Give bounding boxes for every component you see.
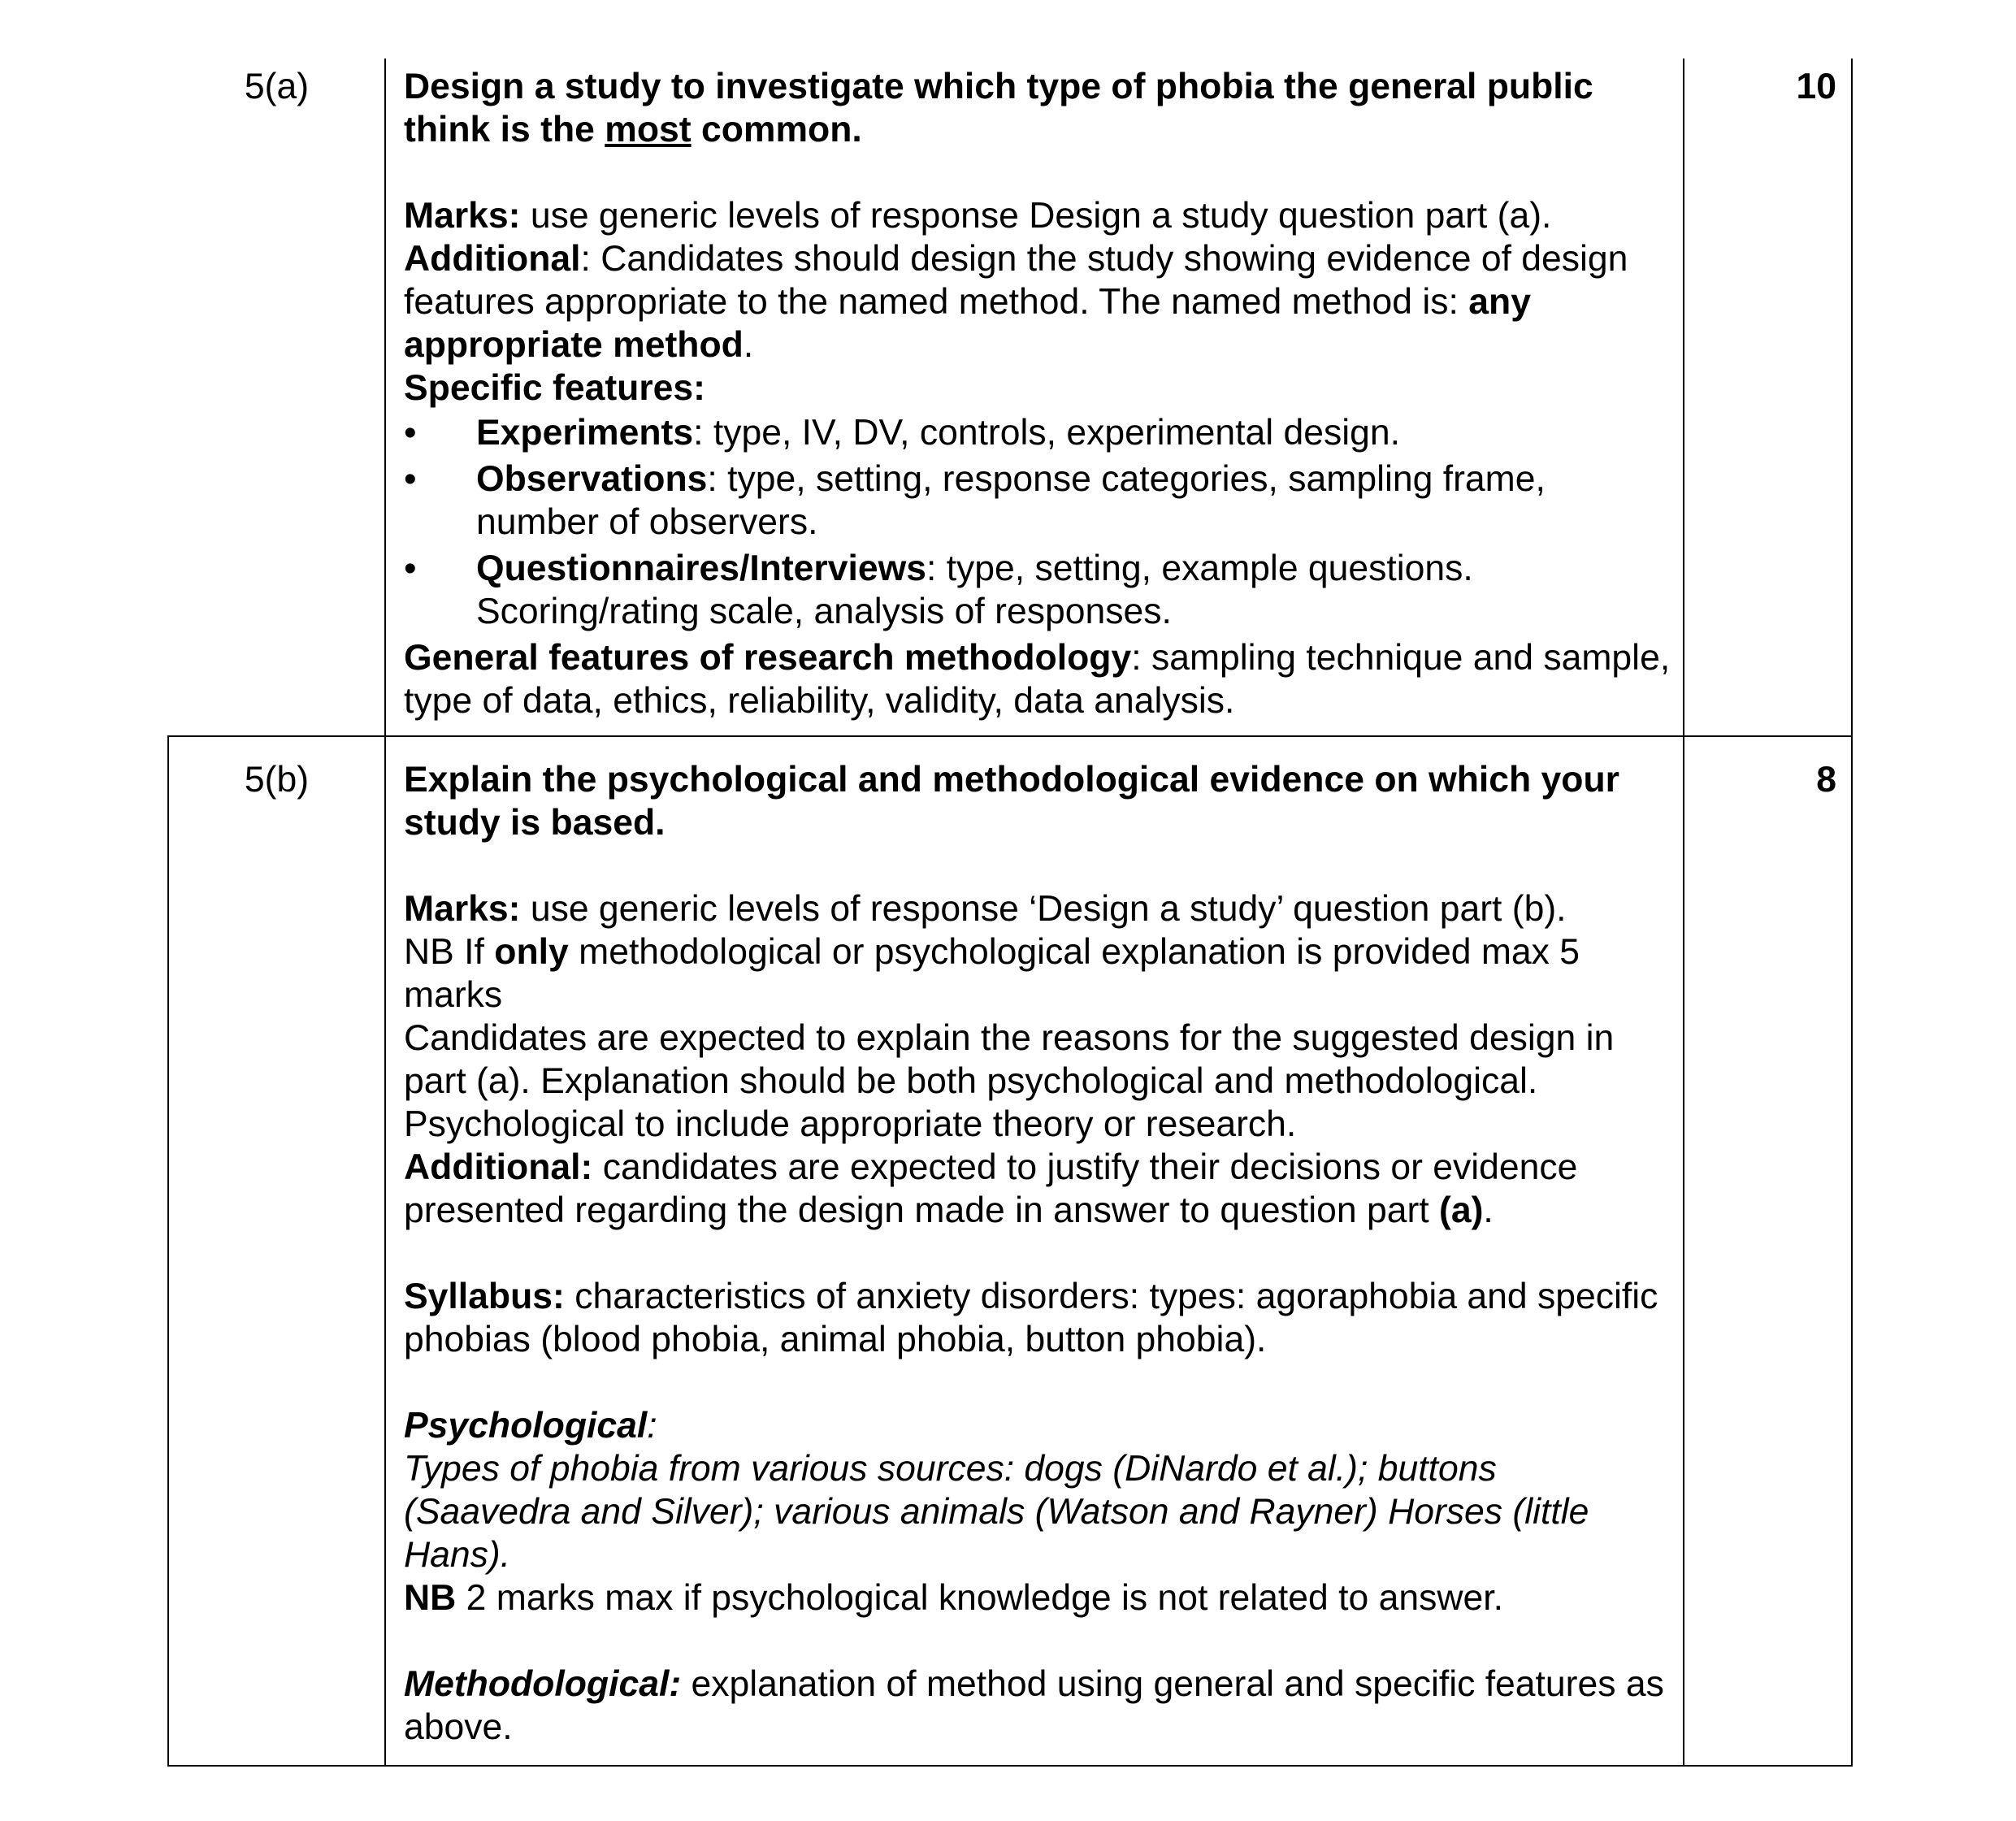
row-divider	[167, 735, 1853, 737]
question-number: 5(b)	[244, 760, 310, 800]
marks-note: Marks: use generic levels of response ‘Design a study’ question part (b).	[404, 889, 1567, 929]
additional-note: Additional: Candidates should design the study showing evidence of design features appropriate to the named method. The named method is: any appropriate method.	[404, 239, 1628, 365]
table-left-border	[167, 735, 169, 1767]
column-divider-1	[384, 59, 386, 1767]
answer-guidance-5b	[404, 758, 1671, 1749]
psychological-heading: Psychological:	[404, 1406, 657, 1446]
question-text: Explain the psychological and methodological evidence on which your study is based.	[404, 760, 1619, 843]
question-text: Design a study to investigate which type of phobia the general public think is the most common.	[404, 67, 1593, 150]
specific-features-list	[404, 411, 1671, 633]
marks-value: 8	[1816, 760, 1836, 800]
marks-note: Marks: use generic levels of response Design a study question part (a).	[404, 196, 1552, 236]
nb-note: NB If only methodological or psychological explanation is provided max 5 marks	[404, 932, 1580, 1015]
psychological-text: Types of phobia from various sources: dogs (DiNardo et al.); buttons (Saavedra and Silver); various animals (Watson and Rayner) Horses (little Hans).	[404, 1449, 1589, 1575]
answer-guidance-5a	[404, 65, 1671, 722]
list-item: • Questionnaires/Interviews: type, setting, example questions. Scoring/rating scale, analysis of responses.	[404, 547, 1671, 633]
list-item: • Observations: type, setting, response categories, sampling frame, number of observers.	[404, 457, 1671, 544]
list-item: • Experiments: type, IV, DV, controls, experimental design.	[404, 411, 1671, 454]
mark-scheme-table	[167, 59, 1853, 1767]
candidates-note: Candidates are expected to explain the reasons for the suggested design in part (a). Explanation should be both psychological and methodological. Psychological to include appropriate theory or research.	[404, 1018, 1615, 1144]
specific-features-heading: Specific features:	[404, 368, 705, 408]
general-features-note: General features of research methodology: sampling technique and sample, type of data, ethics, reliability, validity, data analysis.	[404, 638, 1671, 721]
column-divider-2	[1683, 59, 1684, 1767]
question-number: 5(a)	[244, 67, 310, 106]
methodological-note: Methodological: explanation of method using general and specific features as above.	[404, 1664, 1664, 1747]
syllabus-note: Syllabus: characteristics of anxiety disorders: types: agoraphobia and specific phobias (blood phobia, animal phobia, button phobia).	[404, 1277, 1658, 1359]
additional-note: Additional: candidates are expected to justify their decisions or evidence presented regarding the design made in answer to question part (a).	[404, 1147, 1578, 1230]
marks-value: 10	[1796, 67, 1836, 106]
table-right-border	[1851, 59, 1853, 1767]
table-bottom-border	[167, 1765, 1853, 1767]
nb-note: NB 2 marks max if psychological knowledge is not related to answer.	[404, 1578, 1503, 1618]
